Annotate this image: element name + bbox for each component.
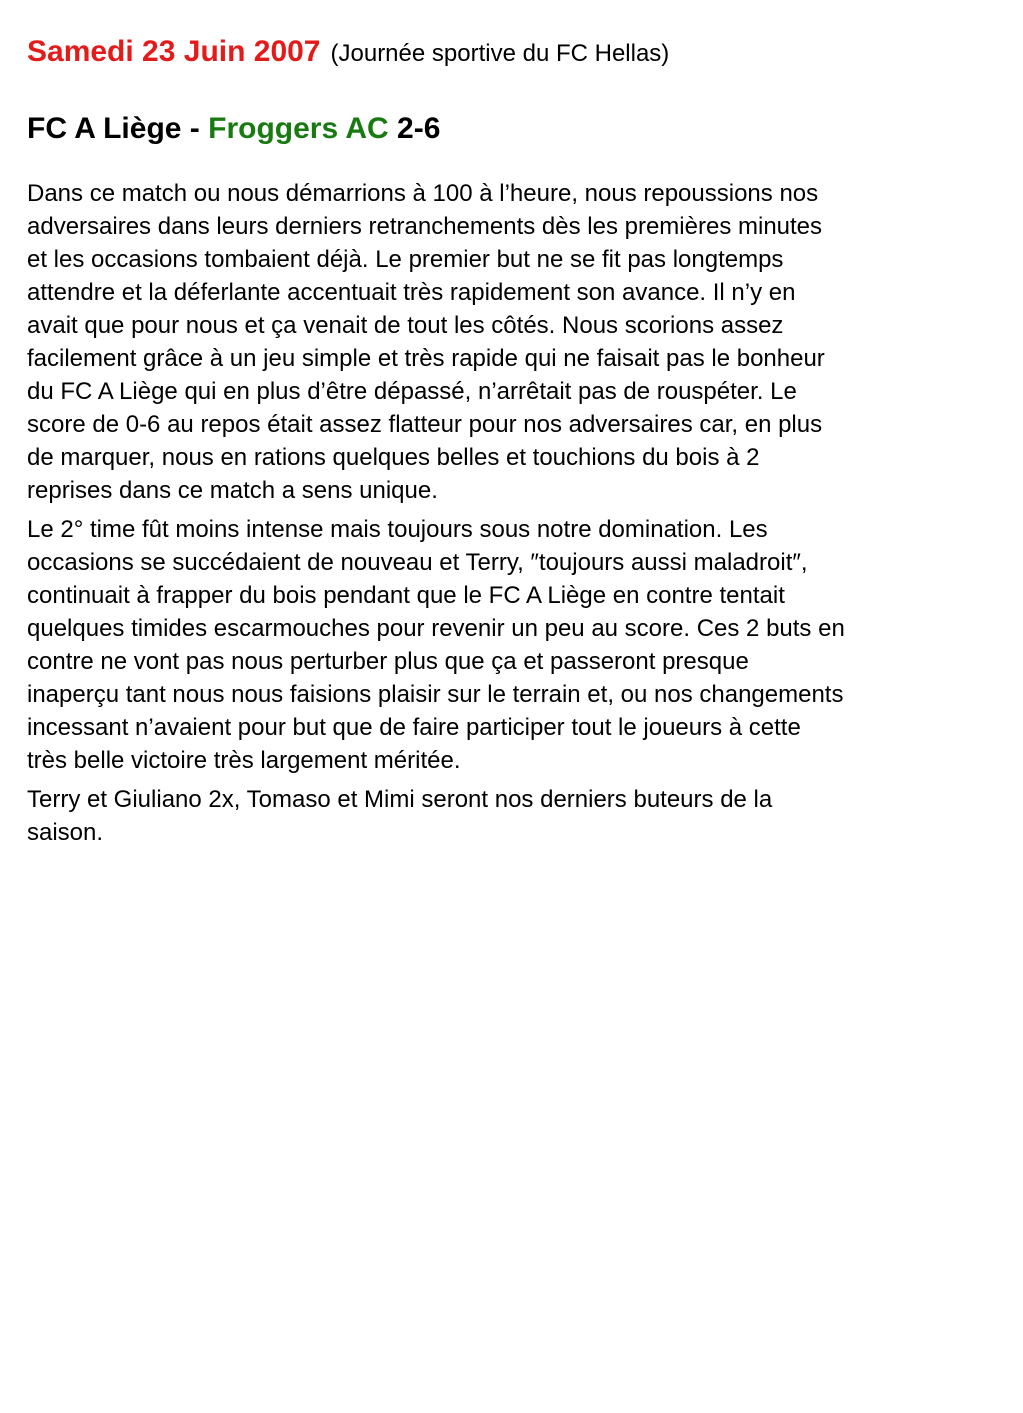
text-line: Le 2° time fût moins intense mais toujours sous notre domination. Les [27, 516, 768, 543]
paragraph-3 [27, 783, 977, 849]
text-line: de marquer, nous en rations quelques belles et touchions du bois à 2 [27, 444, 760, 471]
document-page [27, 30, 977, 855]
match-date: Samedi 23 Juin 2007 [27, 35, 321, 68]
event-subtitle: (Journée sportive du FC Hellas) [330, 40, 670, 67]
home-team: FC A Liège - [27, 112, 209, 145]
text-line: quelques timides escarmouches pour revenir un peu au score. Ces 2 buts en [27, 615, 845, 642]
match-report [27, 177, 977, 849]
match-score: 2-6 [388, 112, 441, 145]
paragraph-2 [27, 513, 977, 777]
text-line: score de 0-6 au repos était assez flatteur pour nos adversaires car, en plus [27, 411, 823, 438]
text-line: et les occasions tombaient déjà. Le premier but ne se fit pas longtemps [27, 246, 784, 273]
match-result-heading [27, 109, 977, 149]
text-line: saison. [27, 819, 104, 846]
text-line: incessant n’avaient pour but que de faire participer tout le joueurs à cette [27, 714, 801, 741]
text-line: avait que pour nous et ça venait de tout les côtés. Nous scorions assez [27, 312, 784, 339]
away-team: Froggers AC [208, 112, 389, 145]
text-line: du FC A Liège qui en plus d’être dépassé, n’arrêtait pas de rouspéter. Le [27, 378, 797, 405]
text-line: très belle victoire très largement méritée. [27, 747, 461, 774]
text-line: adversaires dans leurs derniers retranchements dès les premières minutes [27, 213, 823, 240]
text-line: occasions se succédaient de nouveau et Terry, ″toujours aussi maladroit″, [27, 549, 808, 576]
text-line: Terry et Giuliano 2x, Tomaso et Mimi seront nos derniers buteurs de la [27, 786, 773, 813]
text-line: contre ne vont pas nous perturber plus que ça et passeront presque [27, 648, 749, 675]
text-line: continuait à frapper du bois pendant que le FC A Liège en contre tentait [27, 582, 785, 609]
paragraph-1 [27, 177, 977, 507]
text-line: reprises dans ce match a sens unique. [27, 477, 438, 504]
text-line: facilement grâce à un jeu simple et très rapide qui ne faisait pas le bonheur [27, 345, 825, 372]
text-line: inaperçu tant nous nous faisions plaisir sur le terrain et, ou nos changements [27, 681, 844, 708]
text-line: attendre et la déferlante accentuait très rapidement son avance. Il n’y en [27, 279, 796, 306]
date-line [27, 30, 977, 79]
text-line: Dans ce match ou nous démarrions à 100 à l’heure, nous repoussions nos [27, 180, 819, 207]
